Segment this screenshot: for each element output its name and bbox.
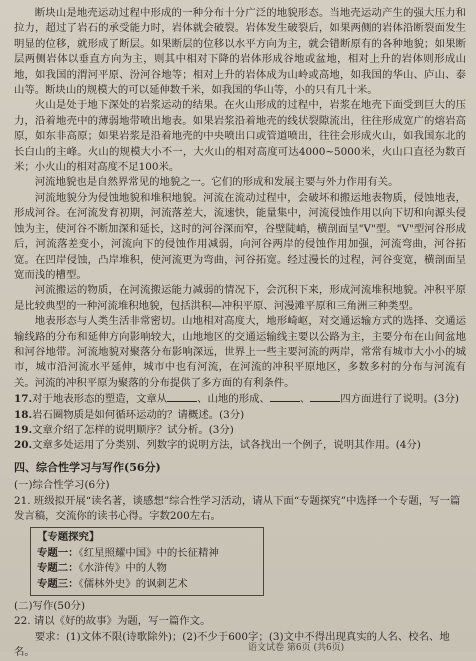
page-number: 语文试卷 第6页 (共6页) bbox=[248, 643, 345, 653]
answer-blank[interactable] bbox=[270, 391, 300, 402]
question-22: 22. 请以《好的故事》为题，写一篇作文。 bbox=[14, 615, 211, 628]
question-21: 21. 班级拟开展“读名著，谈感想”综合性学习活动，请从下面“专题探究”中选择一个专题，写一篇发言稿，交流你的读书心得。字数200左右。 bbox=[14, 494, 461, 522]
topic-box-heading: 【专题探究】 bbox=[37, 531, 100, 544]
passage-paragraph: 断块山是地壳运动过程中形成的一种分布十分广泛的地貌形态。当地壳运动产生的强大压力和拉力，超过了岩石的承受能力时，岩体就会破裂。岩体发生破裂后，如果两侧的岩体沿断裂面发生明显的位移，就形成了断层。如果断层的位移以水平方向为主，就会错断原有的各种地貌；如果断层两侧岩体以垂直方向为主，则其中相对下降的岩体形成谷地或盆地，相对上升的岩体则形成山地，如我国的渭河平原、汾河谷地等；相对上升的岩体成为山岭或高地，如我国的华山、庐山、泰山等。断块山的规模大的可以延伸数千米，如我国的华山等，小的只有几十米。 bbox=[14, 7, 466, 97]
passage-paragraph: 火山是处于地下深处的岩浆运动的结果。在火山形成的过程中，岩浆在地壳下面受到巨大的压力，沿着地壳中的薄弱地带喷出地表。如果岩浆沿着地壳的线状裂隙流出，往往形成宽广的熔岩高原，如东非高原；如果岩浆是沿着地壳的中央喷出口或管道喷出，往往会形成火山，如我国东北的长白山的主峰。火山的规模大小不一，大火山的相对高度可达4000~5000米，火山口直径为数百米；小火山的相对高度不足100米。 bbox=[14, 99, 466, 174]
passage-paragraph: 地表形态与人类生活非常密切。山地相对高度大，地形崎岖，对交通运输方式的选择、交通运输线路的分布和延伸方向影响较大，山地地区的交通运输线主要以公路为主，主要分布在山间盆地和河谷地带。河流地貌对聚落分布影响深远，世界上一些主要河流的两岸，常常有城市大小小的城市，城市沿河流水平延伸，城市中也有河流，在河流的冲积平原地区，多数多村的分布与河流有关。河流的冲积平原为聚落的分布提供了多方面的有利条件。 bbox=[14, 315, 466, 389]
section-title: 四、综合性学习与写作(56分) bbox=[14, 460, 161, 474]
subsection-title: (二)写作(50分) bbox=[14, 600, 85, 613]
question-20: 20.文章多处运用了分类别、列数字的说明方法，试各找出一个例子，说明其作用。(4分) bbox=[14, 439, 421, 452]
topic-item: 专题三：《儒林外史》的讽刺艺术 bbox=[37, 577, 188, 590]
question-17: 17.对于地表形态的塑造，文章从 、山地的形成、 、 四方面进行了说明。(3分) bbox=[14, 393, 459, 406]
page-content bbox=[14, 6, 466, 661]
answer-blank[interactable] bbox=[167, 391, 197, 402]
question-18: 18.岩石圈物质是如何循环运动的？请概述。(3分) bbox=[14, 408, 245, 421]
passage-paragraph: 河流地貌分为侵蚀地貌和堆积地貌。河流在流动过程中，会破坏和搬运地表物质，侵蚀地表，形成河谷。在河流发育初期，河流落差大，流速快，能量集中，河流侵蚀作用以向下切和向源头侵蚀为主，使河谷不断加深和延长，这时的河谷深而窄，谷壁陡峭，横剖面呈"V"型。"V"型河谷形成后，河流落差变小，河流向下的侵蚀作用减弱，向河谷两岸的侵蚀作用加强，河流弯曲，河谷拓宽。在凹岸侵蚀，凸岸堆积，使河流更为弯曲，河谷拓宽。经过漫长的过程，河谷变宽，横剖面呈宽而浅的槽型。 bbox=[14, 191, 466, 281]
topic-box bbox=[30, 527, 264, 596]
topic-item: 专题二：《水浒传》中的人物 bbox=[37, 562, 167, 575]
topic-item: 专题一：《红星照耀中国》中的长征精神 bbox=[37, 546, 219, 559]
passage-paragraph: 河流搬运的物质，在河流搬运能力减弱的情况下，会沉积下来，形成河流堆积地貌。冲积平原是比较典型的一种河流堆积地貌，包括洪积—冲积平原、河漫滩平原和三角洲三种类型。 bbox=[14, 284, 466, 312]
writing-requirements: 要求：(1)文体不限(诗歌除外)；(2)不少于600字；(3)文中不得出现真实的人名、校名、地名。 bbox=[14, 630, 450, 659]
question-19: 19.文章介绍了怎样的说明顺序？试分析。(3分) bbox=[14, 423, 234, 436]
passage-paragraph: 河流地貌也是自然界常见的地貌之一。它们的形成和发展主要与外力作用有关。 bbox=[34, 176, 399, 189]
answer-blank[interactable] bbox=[310, 391, 340, 402]
subsection-title: (一)综合性学习(6分) bbox=[14, 479, 110, 492]
